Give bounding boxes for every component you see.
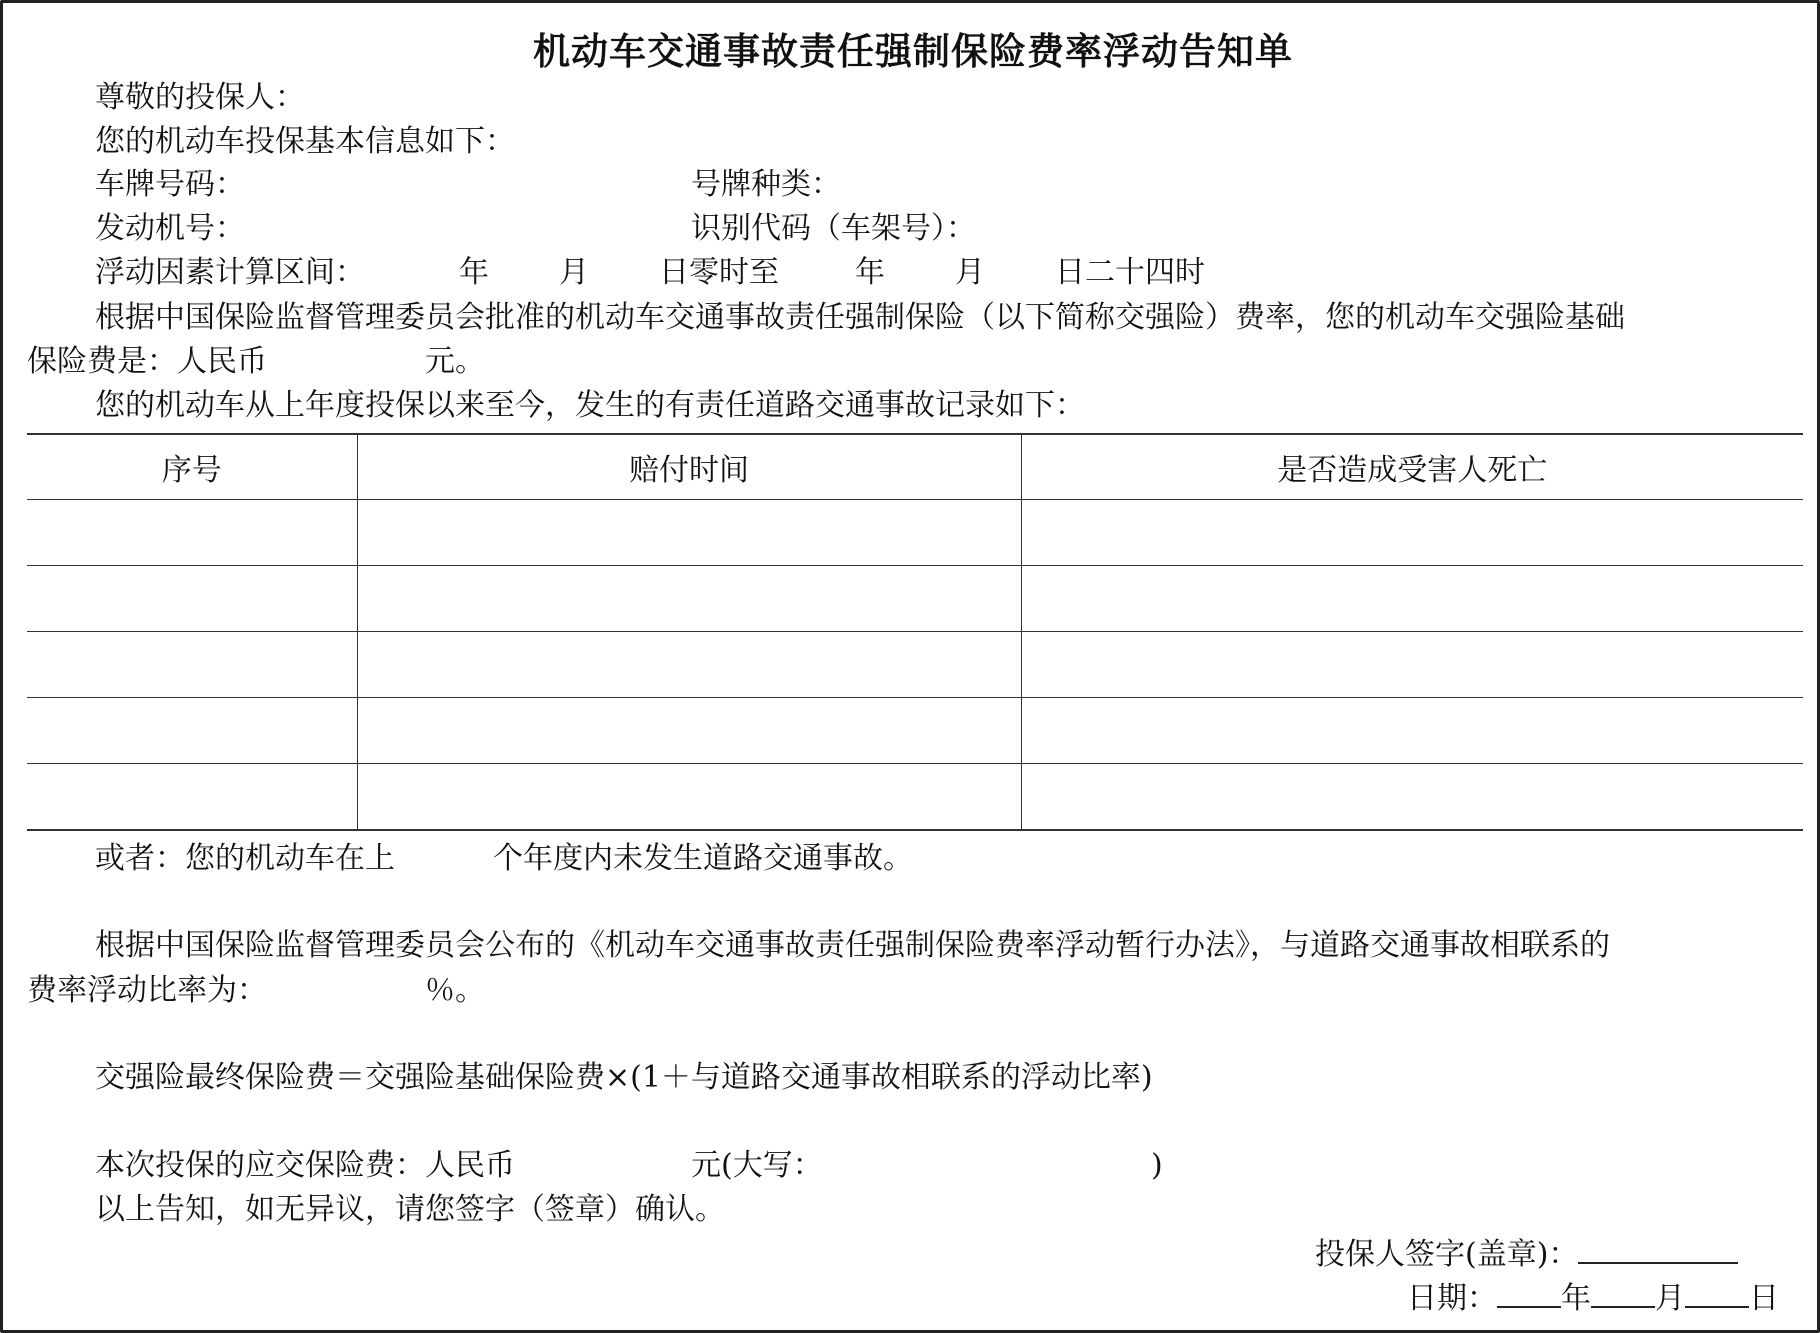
payable-prefix: 本次投保的应交保险费：人民币 bbox=[95, 1148, 515, 1183]
plate-type-label: 号牌种类： bbox=[691, 167, 841, 202]
period-month-1: 月 bbox=[559, 255, 589, 290]
float-rate-suffix: ％。 bbox=[425, 973, 485, 1008]
period-month-2: 月 bbox=[955, 255, 985, 290]
period-day-2: 日二十四时 bbox=[1055, 255, 1205, 290]
info-intro: 您的机动车投保基本信息如下： bbox=[95, 124, 515, 159]
form-title: 机动车交通事故责任强制保险费率浮动告知单 bbox=[533, 30, 1293, 73]
table-row bbox=[27, 631, 1803, 697]
table-cell[interactable] bbox=[27, 500, 357, 566]
table-header-row bbox=[27, 434, 1803, 500]
confirm-text: 以上告知，如无异议，请您签字（签章）确认。 bbox=[95, 1192, 725, 1227]
float-rate-prefix: 费率浮动比率为： bbox=[27, 973, 267, 1008]
no-accident-prefix: 或者：您的机动车在上 bbox=[95, 841, 395, 876]
no-accident-suffix: 个年度内未发生道路交通事故。 bbox=[493, 841, 913, 876]
table-cell[interactable] bbox=[1021, 500, 1803, 566]
table-cell[interactable] bbox=[357, 697, 1021, 763]
table-cell[interactable] bbox=[1021, 697, 1803, 763]
table-cell[interactable] bbox=[357, 763, 1021, 830]
table-cell[interactable] bbox=[27, 631, 357, 697]
table-row bbox=[27, 697, 1803, 763]
date-label: 日期： bbox=[1407, 1281, 1497, 1316]
signature-label: 投保人签字(盖章)： bbox=[1315, 1237, 1579, 1272]
vin-label: 识别代码（车架号）： bbox=[691, 211, 976, 246]
table-cell[interactable] bbox=[1021, 631, 1803, 697]
date-day-field[interactable] bbox=[1685, 1280, 1749, 1308]
premium-formula: 交强险最终保险费＝交强险基础保险费×(1＋与道路交通事故相联系的浮动比率) bbox=[95, 1060, 1153, 1095]
greeting: 尊敬的投保人： bbox=[95, 80, 305, 115]
payable-middle: 元(大写： bbox=[691, 1148, 823, 1183]
table-cell[interactable] bbox=[27, 763, 357, 830]
date-year-label: 年 bbox=[1561, 1281, 1591, 1316]
period-year-2: 年 bbox=[855, 255, 885, 290]
date-year-field[interactable] bbox=[1497, 1280, 1561, 1308]
table-cell[interactable] bbox=[27, 565, 357, 631]
table-cell[interactable] bbox=[1021, 763, 1803, 830]
table-cell[interactable] bbox=[1021, 565, 1803, 631]
period-day-1: 日零时至 bbox=[659, 255, 779, 290]
date-month-field[interactable] bbox=[1591, 1280, 1655, 1308]
signature-line bbox=[1315, 1236, 1738, 1273]
period-label: 浮动因素计算区间： bbox=[95, 255, 365, 290]
engine-number-label: 发动机号： bbox=[95, 211, 245, 246]
payable-suffix: ) bbox=[1151, 1148, 1163, 1183]
table-cell[interactable] bbox=[357, 631, 1021, 697]
header-victim-death: 是否造成受害人死亡 bbox=[1021, 434, 1803, 500]
table-cell[interactable] bbox=[357, 500, 1021, 566]
period-year-1: 年 bbox=[459, 255, 489, 290]
date-month-label: 月 bbox=[1655, 1281, 1685, 1316]
header-serial-number: 序号 bbox=[27, 434, 357, 500]
plate-number-label: 车牌号码： bbox=[95, 167, 245, 202]
base-premium-suffix: 元。 bbox=[425, 344, 485, 379]
table-row bbox=[27, 565, 1803, 631]
table-cell[interactable] bbox=[27, 697, 357, 763]
base-premium-prefix: 保险费是：人民币 bbox=[27, 344, 267, 379]
table-row bbox=[27, 500, 1803, 566]
record-intro: 您的机动车从上年度投保以来至今，发生的有责任道路交通事故记录如下： bbox=[95, 388, 1085, 423]
table-row bbox=[27, 763, 1803, 830]
header-payout-time: 赔付时间 bbox=[357, 434, 1021, 500]
base-premium-line1: 根据中国保险监督管理委员会批准的机动车交通事故责任强制保险（以下简称交强险）费率，您的机动车交强险基础 bbox=[95, 300, 1625, 335]
signature-field[interactable] bbox=[1578, 1236, 1738, 1264]
date-line bbox=[1407, 1280, 1779, 1317]
float-rate-line1: 根据中国保险监督管理委员会公布的《机动车交通事故责任强制保险费率浮动暂行办法》，与道路交通事故相联系的 bbox=[95, 928, 1610, 963]
table-cell[interactable] bbox=[357, 565, 1021, 631]
date-day-label: 日 bbox=[1749, 1281, 1779, 1316]
accident-record-table bbox=[27, 433, 1803, 831]
